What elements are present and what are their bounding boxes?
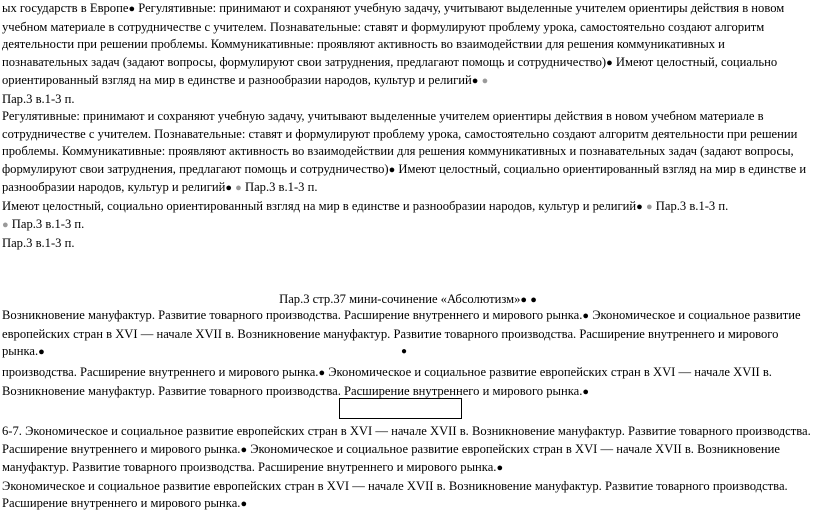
bullet-icon: ● bbox=[240, 498, 248, 510]
text-fragment: Регулятивные: принимают и сохраняют учебную задачу, учитывают выделенные учителем ориентиры действия в новом учебном материале в сотрудничестве с учителем. Познавательные: ставят и формулируют проблему урока, самостоятельно создают алгоритм деятельности при решении проблемы. Коммуникативные: проявляют активность во взаимодействии для решения коммуникативных и познавательных задач (задают вопросы, формулируют свои затруднения, предлагают помощь и сотрудничество) bbox=[2, 109, 798, 176]
bullet-icon: ● bbox=[401, 346, 408, 357]
gray-bullet-icon: ● bbox=[645, 200, 653, 213]
bullet-icon: ● bbox=[471, 75, 479, 87]
bottom-paragraph-1 bbox=[2, 423, 812, 478]
bullet-icon: ● bbox=[606, 56, 613, 69]
bullet-icon: ● bbox=[318, 367, 326, 379]
paragraph-ref: Пар.3 в.1-3 п. bbox=[241, 180, 318, 194]
text-fragment: 6-7. Экономическое и социальное развитие европейских стран в XVI — начале XVII в. Возникновение мануфактур. Развитие товарного производства. Расширение внутреннего и мирового рынка. bbox=[2, 424, 811, 456]
text-fragment: Возникновение мануфактур. Развитие товарного производства. Расширение внутреннего и мирового рынка. bbox=[2, 308, 583, 322]
essay-title bbox=[0, 292, 816, 307]
bullet-icon: ● bbox=[582, 385, 590, 398]
paragraph-ref: Пар.3 в.1-3 п. bbox=[652, 198, 729, 213]
paragraph-ref: Пар.3 в.1-3 п. bbox=[8, 217, 85, 231]
text-fragment: Экономическое и социальное развитие европейских стран в XVI — начале XVII в. Возникновение мануфактур. Развитие товарного производства. Расширение внутреннего и мирового рынка. bbox=[2, 308, 801, 358]
empty-frame bbox=[339, 398, 462, 419]
text-fragment: Экономическое и социальное развитие европейских стран в XVI — начале XVII в. Возникновение мануфактур. Развитие товарного производства. Расширение внутреннего и мирового рынка. bbox=[2, 441, 780, 474]
ref-line-4 bbox=[2, 216, 812, 235]
lower-text-block bbox=[2, 364, 812, 401]
gray-bullet-icon: ● bbox=[235, 182, 242, 194]
text-fragment: Экономическое и социальное развитие европейских стран в XVI — начале XVII в. Возникновение мануфактур. Развитие товарного производства. Расширение внутреннего и мирового рынка. bbox=[2, 365, 772, 398]
bullet-icon: ● bbox=[636, 200, 643, 213]
bullet-icon: ● bbox=[240, 443, 248, 456]
ref-line-1 bbox=[2, 91, 812, 109]
bullet-icon: ● bbox=[388, 163, 396, 176]
bullet-icon: ● bbox=[38, 346, 45, 358]
paragraph-ref: Пар.3 в.1-3 п. bbox=[2, 235, 75, 250]
text-fragment: производства. Расширение внутреннего и мирового рынка. bbox=[2, 365, 319, 379]
text-fragment: Экономическое и социальное развитие европейских стран в XVI — начале XVII в. Возникновение мануфактур. Развитие товарного производства. Расширение внутреннего и мирового рынка. bbox=[2, 478, 788, 510]
text-fragment: Имеют целостный, социально ориентированный взгляд на мир в единстве и разнообразии народов, культур и религий bbox=[2, 198, 637, 213]
paragraph-3 bbox=[2, 198, 812, 217]
essay-title-text: Пар.3 стр.37 мини-сочинение «Абсолютизм» bbox=[279, 292, 521, 306]
text-fragment: ых государств в Европе bbox=[2, 1, 129, 15]
paragraph-ref: Пар.3 в.1-3 п. bbox=[2, 91, 75, 106]
gray-bullet-icon: ● bbox=[481, 75, 489, 87]
bullet-icon: ● bbox=[225, 182, 233, 194]
bullet-icon: ● bbox=[496, 462, 504, 474]
top-text-block bbox=[2, 0, 812, 252]
ref-line-5 bbox=[2, 235, 812, 253]
paragraph-1 bbox=[2, 0, 812, 91]
bullet-icon: ● bbox=[128, 3, 136, 15]
bottom-text-block bbox=[2, 423, 812, 514]
text-fragment: Имеют целостный, социально ориентированный взгляд на мир в единстве и разнообразии народов, культур и религий bbox=[2, 54, 778, 87]
bullet-icon: ● bbox=[520, 294, 528, 306]
text-fragment: Регулятивные: принимают и сохраняют учебную задачу, учитывают выделенные учителем ориентиры действия в новом учебном материале в сотрудничестве с учителем. Познавательные: ставят и формулируют проблему урока, самостоятельно создают алгоритм деятельности при решении проблемы. Коммуникативные: проявляют активность во взаимодействии для решения коммуникативных и познавательных задач (задают вопросы, формулируют свои затруднения, предлагают помощь и сотрудничество) bbox=[2, 1, 785, 69]
bottom-paragraph-2 bbox=[2, 478, 812, 514]
bullet-icon: ● bbox=[582, 310, 590, 322]
gray-bullet-icon: ● bbox=[2, 219, 9, 231]
text-fragment: Имеют целостный, социально ориентированный взгляд на мир в единстве и разнообразии народов, культур и религий bbox=[2, 161, 807, 194]
bullet-icon: ● bbox=[530, 294, 537, 306]
paragraph-2 bbox=[2, 108, 812, 198]
lower-paragraph bbox=[2, 364, 812, 401]
